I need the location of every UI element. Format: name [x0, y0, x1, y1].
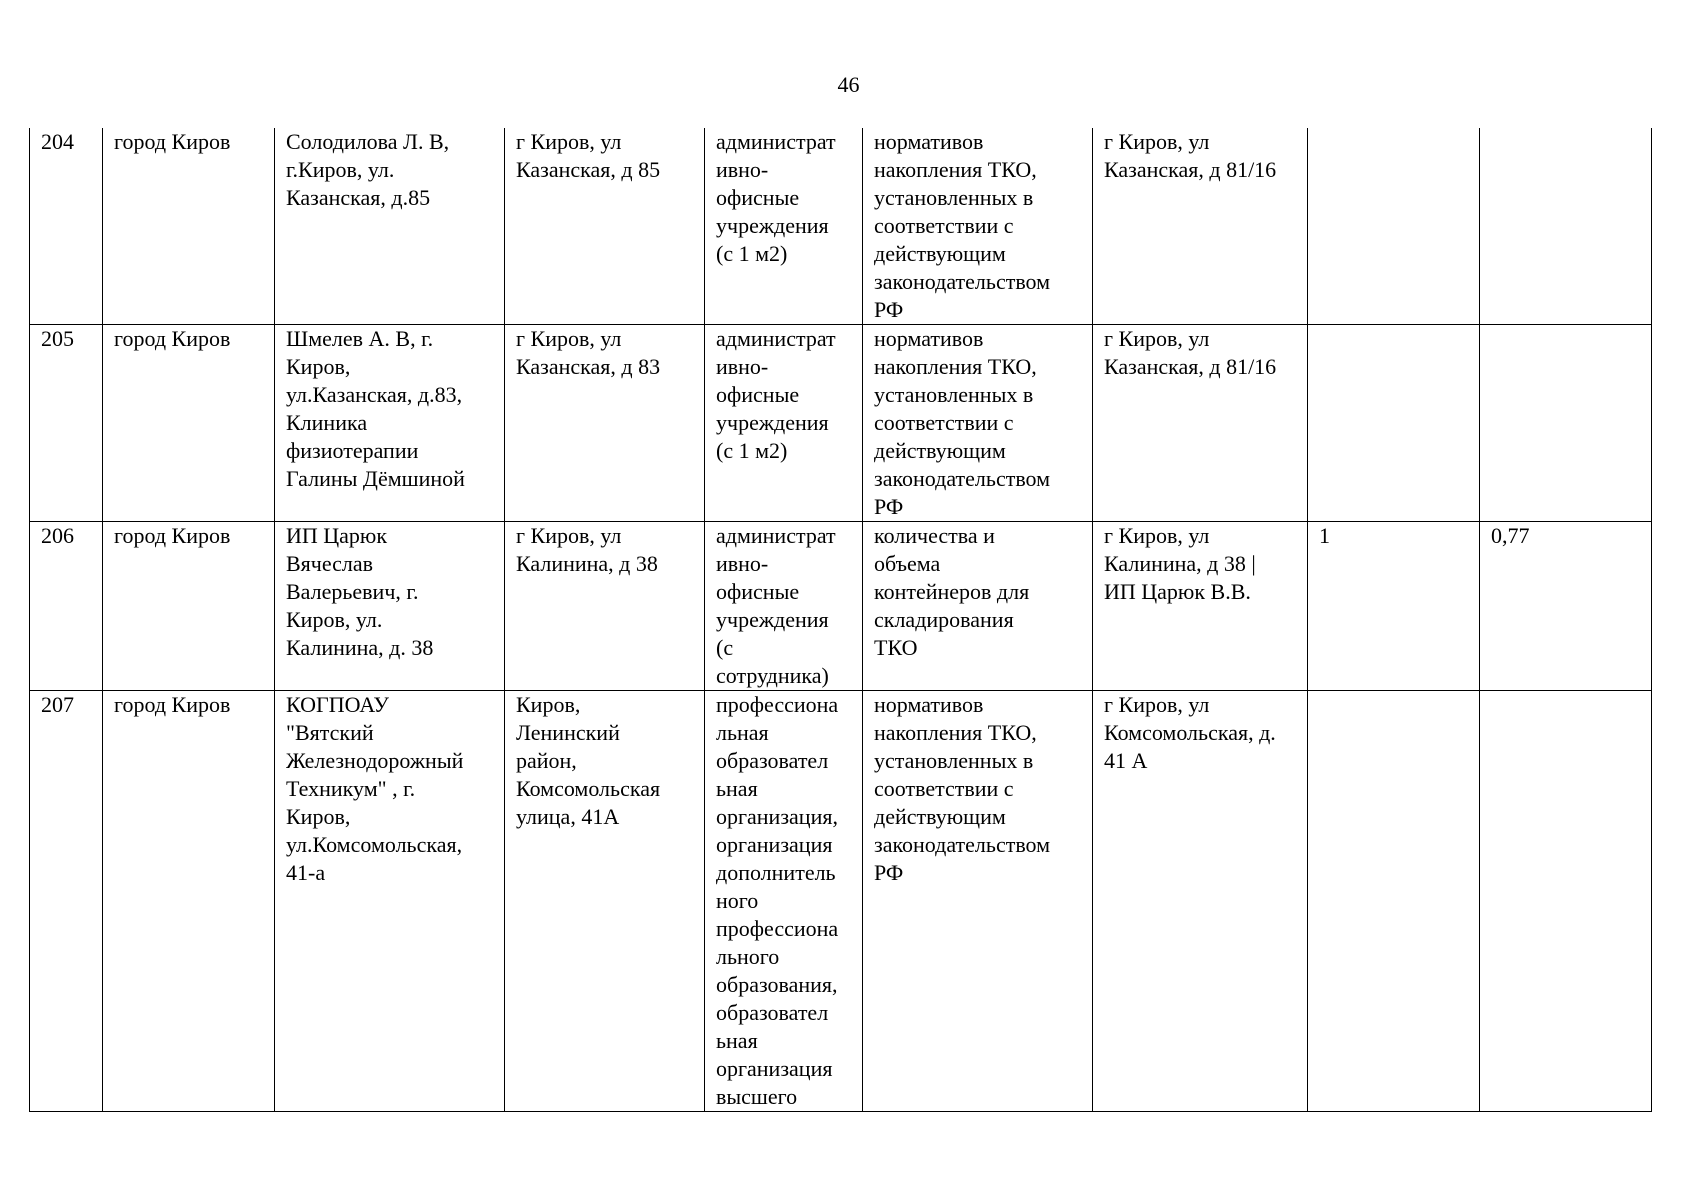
container-volume-cell [1480, 325, 1652, 522]
container-count-cell [1308, 691, 1480, 1112]
container-volume-cell [1480, 691, 1652, 1112]
site-cell: г Киров, ул Казанская, д 81/16 [1093, 325, 1308, 522]
owner-cell: ИП Царюк Вячеслав Валерьевич, г. Киров, ул. Калинина, д. 38 [275, 522, 505, 691]
site-cell: г Киров, ул Калинина, д 38 | ИП Царюк В.В. [1093, 522, 1308, 691]
municipality-cell: город Киров [103, 522, 275, 691]
table-row [30, 128, 1652, 325]
address-cell: Киров, Ленинский район, Комсомольская улица, 41А [505, 691, 705, 1112]
basis-cell: нормативов накопления ТКО, установленных в соответствии с действующим законодательством РФ [863, 325, 1093, 522]
municipality-cell: город Киров [103, 691, 275, 1112]
category-cell: администрат ивно- офисные учреждения (с 1 м2) [705, 128, 863, 325]
owner-cell: Шмелев А. В, г. Киров, ул.Казанская, д.83, Клиника физиотерапии Галины Дёмшиной [275, 325, 505, 522]
basis-cell: нормативов накопления ТКО, установленных в соответствии с действующим законодательством РФ [863, 691, 1093, 1112]
container-count-cell: 1 [1308, 522, 1480, 691]
row-number-cell: 206 [30, 522, 103, 691]
table-row [30, 691, 1652, 1112]
row-number-cell: 207 [30, 691, 103, 1112]
container-count-cell [1308, 325, 1480, 522]
basis-cell: количества и объема контейнеров для складирования ТКО [863, 522, 1093, 691]
page-number: 46 [837, 72, 860, 97]
address-cell: г Киров, ул Казанская, д 83 [505, 325, 705, 522]
category-cell: администрат ивно- офисные учреждения (с сотрудника) [705, 522, 863, 691]
container-count-cell [1308, 128, 1480, 325]
table-row [30, 325, 1652, 522]
category-cell: администрат ивно- офисные учреждения (с 1 м2) [705, 325, 863, 522]
basis-cell: нормативов накопления ТКО, установленных в соответствии с действующим законодательством РФ [863, 128, 1093, 325]
site-cell: г Киров, ул Казанская, д 81/16 [1093, 128, 1308, 325]
category-cell: профессиона льная образовател ьная организация, организация дополнитель ного профессиона льного образования, образовател ьная организация высшего [705, 691, 863, 1112]
waste-sites-table [29, 128, 1652, 1112]
address-cell: г Киров, ул Калинина, д 38 [505, 522, 705, 691]
address-cell: г Киров, ул Казанская, д 85 [505, 128, 705, 325]
site-cell: г Киров, ул Комсомольская, д. 41 А [1093, 691, 1308, 1112]
owner-cell: Солодилова Л. В, г.Киров, ул. Казанская, д.85 [275, 128, 505, 325]
row-number-cell: 204 [30, 128, 103, 325]
row-number-cell: 205 [30, 325, 103, 522]
container-volume-cell: 0,77 [1480, 522, 1652, 691]
owner-cell: КОГПОАУ "Вятский Железнодорожный Техникум" , г. Киров, ул.Комсомольская, 41-а [275, 691, 505, 1112]
municipality-cell: город Киров [103, 128, 275, 325]
container-volume-cell [1480, 128, 1652, 325]
table-row [30, 522, 1652, 691]
municipality-cell: город Киров [103, 325, 275, 522]
